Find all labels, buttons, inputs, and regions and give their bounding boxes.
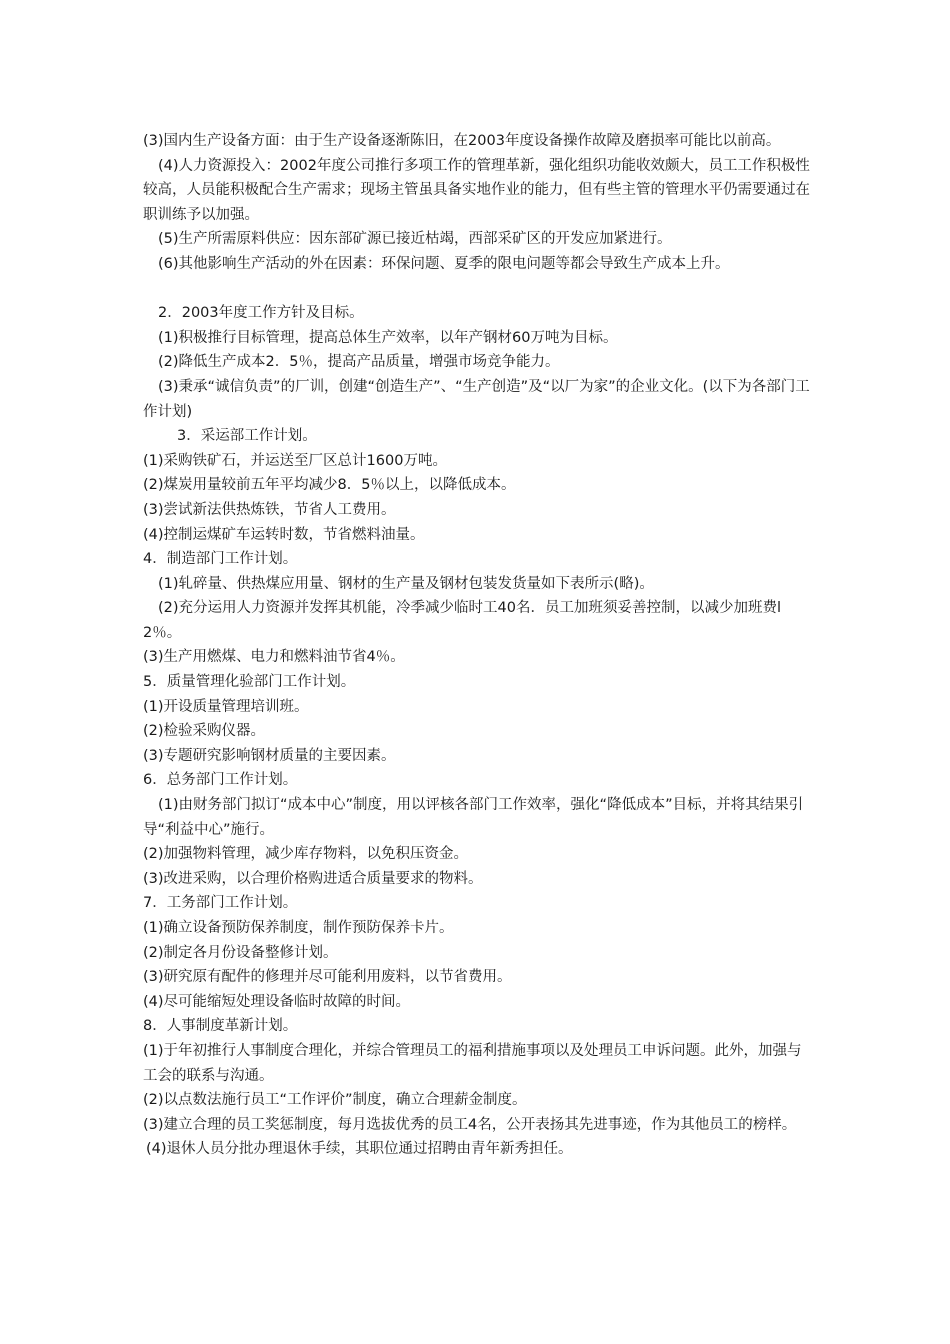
- section-heading-quality: 5．质量管理化验部门工作计划。: [143, 674, 356, 691]
- section-heading-manufacturing: 4．制造部门工作计划。: [143, 551, 298, 568]
- list-item: (2)制定各月份设备整修计划。: [143, 944, 338, 961]
- list-item: (4)退休人员分批办理退休手续，其职位通过招聘由青年新秀担任。: [146, 1141, 573, 1158]
- section-heading-2003-goals: 2．2003年度工作方针及目标。: [158, 305, 364, 322]
- section-heading-personnel: 8．人事制度革新计划。: [143, 1018, 298, 1035]
- paragraph-equipment: (3)国内生产设备方面：由于生产设备逐渐陈旧，在2003年度设备操作故障及磨损率可能比以前高。: [143, 133, 781, 149]
- document-body: [143, 129, 813, 1162]
- list-item: (1)由财务部门拟订“成本中心”制度，用以评核各部门工作效率，强化“降低成本”目标，并将其结果引导“利益中心”施行。: [143, 797, 804, 838]
- list-item: (1)确立设备预防保养制度，制作预防保养卡片。: [143, 920, 454, 936]
- list-item: (4)控制运煤矿车运转时数，节省燃料油量。: [143, 526, 425, 543]
- section-heading-engineering: 7．工务部门工作计划。: [143, 895, 298, 912]
- list-item: (2)以点数法施行员工“工作评价”制度，确立合理薪金制度。: [143, 1092, 527, 1109]
- list-item: (3)尝试新法供热炼铁，节省人工费用。: [143, 501, 396, 518]
- list-item: (3)建立合理的员工奖惩制度，每月选拔优秀的员工4名，公开表扬其先进事迹，作为其他员工的榜样。: [143, 1116, 797, 1133]
- section-heading-procurement: 3．采运部工作计划。: [177, 428, 317, 445]
- list-item: (2)煤炭用量较前五年平均减少8．5％以上，以降低成本。: [143, 477, 516, 494]
- list-item: (1)轧碎量、供热煤应用量、钢材的生产量及钢材包装发货量如下表所示(略)。: [158, 575, 654, 592]
- paragraph-spacer: [143, 277, 813, 302]
- list-item: (3)改进采购，以合理价格购进适合质量要求的物料。: [143, 870, 483, 887]
- section-heading-general-affairs: 6．总务部门工作计划。: [143, 772, 298, 789]
- list-item: (3)专题研究影响钢材质量的主要因素。: [143, 747, 396, 764]
- list-item: (2)检验采购仪器。: [143, 723, 266, 740]
- list-item: (2)充分运用人力资源并发挥其机能，冷季减少临时工40名．员工加班须妥善控制，以减少加班费l2％。: [143, 600, 782, 641]
- list-item: (3)生产用燃煤、电力和燃料油节省4％。: [143, 649, 405, 666]
- list-item: (1)开设质量管理培训班。: [143, 698, 309, 715]
- list-item: (1)采购铁矿石，并运送至厂区总计1600万吨。: [143, 452, 447, 469]
- paragraph-external-factors: (6)其他影响生产活动的外在因素：环保问题、夏季的限电问题等都会导致生产成本上升。: [158, 255, 730, 272]
- list-item: (1)于年初推行人事制度合理化，并综合管理员工的福利措施事项以及处理员工申诉问题。此外，加强与工会的联系与沟通。: [143, 1042, 802, 1084]
- paragraph-goal-2: (2)降低生产成本2．5％，提高产品质量，增强市场竞争能力。: [158, 354, 560, 371]
- paragraph-goal-1: (1)积极推行目标管理，提高总体生产效率，以年产钢材60万吨为目标。: [158, 329, 618, 346]
- paragraph-human-resources: (4)人力资源投入：2002年度公司推行多项工作的管理革新，强化组织功能收效颇大，员工工作积极性较高，人员能积极配合生产需求；现场主管虽具备实地作业的能力，但有些主管的管理水平仍需要通过在职训练予以加强。: [143, 157, 810, 223]
- paragraph-raw-materials: (5)生产所需原料供应：因东部矿源已接近枯竭，西部采矿区的开发应加紧进行。: [158, 231, 672, 248]
- list-item: (4)尽可能缩短处理设备临时故障的时间。: [143, 993, 411, 1010]
- paragraph-goal-3: (3)秉承“诚信负责”的厂训，创建“创造生产”、“生产创造”及“以厂为家”的企业文化。(以下为各部门工作计划): [143, 378, 810, 420]
- list-item: (2)加强物料管理，减少库存物料，以免积压资金。: [143, 846, 469, 863]
- list-item: (3)研究原有配件的修理并尽可能利用废料，以节省费用。: [143, 969, 512, 986]
